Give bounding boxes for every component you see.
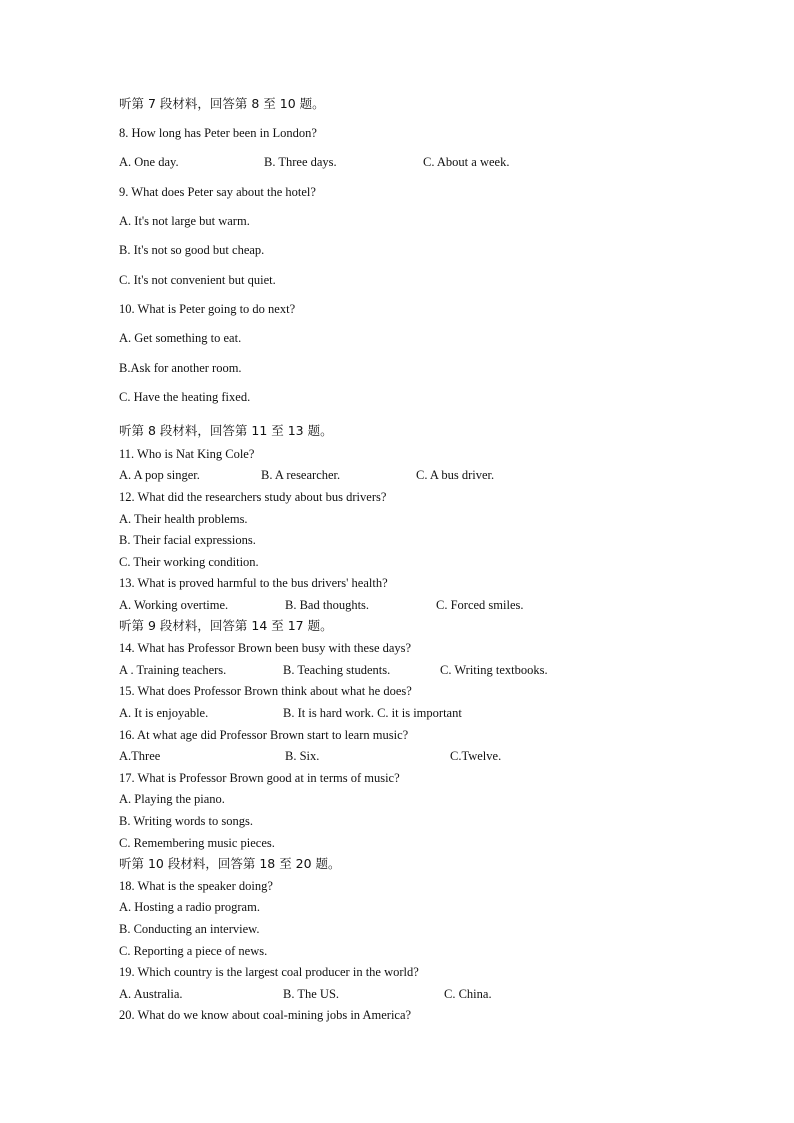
question-stem: 15. What does Professor Brown think about what he does?	[119, 684, 412, 698]
question-stem: 11. Who is Nat King Cole?	[119, 447, 255, 461]
option-a: A. Get something to eat.	[119, 331, 242, 345]
option-b: B. Three days.	[264, 155, 337, 169]
option-c: C. Writing textbooks.	[440, 663, 548, 677]
option-b: B. It's not so good but cheap.	[119, 243, 265, 257]
option-c: C. China.	[444, 987, 492, 1001]
option-c: C. A bus driver.	[416, 468, 495, 482]
question-stem: 17. What is Professor Brown good at in terms of music?	[119, 771, 400, 785]
option-b: B. Six.	[285, 749, 320, 763]
option-a: A . Training teachers.	[119, 663, 227, 677]
question-stem: 9. What does Peter say about the hotel?	[119, 185, 316, 199]
section-heading: 听第 10 段材料，回答第 18 至 20 题。	[119, 856, 341, 871]
section-heading: 听第 8 段材料，回答第 11 至 13 题。	[119, 423, 333, 438]
option-a: A. Playing the piano.	[119, 792, 225, 806]
option-b: B. A researcher.	[261, 468, 341, 482]
option-c: C. Have the heating fixed.	[119, 390, 251, 404]
option-c: C. Forced smiles.	[436, 598, 524, 612]
option-b: B. Bad thoughts.	[285, 598, 370, 612]
option-a: A. Australia.	[119, 987, 183, 1001]
option-b: B.Ask for another room.	[119, 361, 242, 375]
option-a: A. One day.	[119, 155, 179, 169]
option-c: C. Reporting a piece of news.	[119, 944, 268, 958]
question-stem: 18. What is the speaker doing?	[119, 879, 273, 893]
option-c: C. Their working condition.	[119, 555, 259, 569]
option-b-c: B. It is hard work. C. it is important	[283, 706, 462, 720]
question-stem: 13. What is proved harmful to the bus drivers' health?	[119, 576, 388, 590]
question-stem: 20. What do we know about coal-mining jobs in America?	[119, 1008, 412, 1022]
option-b: B. Conducting an interview.	[119, 922, 260, 936]
option-b: B. Their facial expressions.	[119, 533, 256, 547]
option-c: C. About a week.	[423, 155, 510, 169]
option-c: C. Remembering music pieces.	[119, 836, 275, 850]
question-stem: 10. What is Peter going to do next?	[119, 302, 296, 316]
option-a: A. It's not large but warm.	[119, 214, 250, 228]
option-b: B. Teaching students.	[283, 663, 391, 677]
option-a: A. A pop singer.	[119, 468, 200, 482]
option-a: A. Working overtime.	[119, 598, 229, 612]
option-c: C.Twelve.	[450, 749, 502, 763]
option-b: B. The US.	[283, 987, 340, 1001]
option-a: A.Three	[119, 749, 161, 763]
section-heading: 听第 9 段材料，回答第 14 至 17 题。	[119, 618, 333, 633]
option-c: C. It's not convenient but quiet.	[119, 273, 276, 287]
question-stem: 16. At what age did Professor Brown start to learn music?	[119, 728, 409, 742]
question-stem: 14. What has Professor Brown been busy with these days?	[119, 641, 412, 655]
question-stem: 12. What did the researchers study about bus drivers?	[119, 490, 387, 504]
option-a: A. Hosting a radio program.	[119, 900, 260, 914]
option-a: A. It is enjoyable.	[119, 706, 209, 720]
question-stem: 8. How long has Peter been in London?	[119, 126, 317, 140]
section-heading: 听第 7 段材料，回答第 8 至 10 题。	[119, 96, 325, 111]
option-a: A. Their health problems.	[119, 512, 248, 526]
question-stem: 19. Which country is the largest coal producer in the world?	[119, 965, 419, 979]
option-b: B. Writing words to songs.	[119, 814, 253, 828]
